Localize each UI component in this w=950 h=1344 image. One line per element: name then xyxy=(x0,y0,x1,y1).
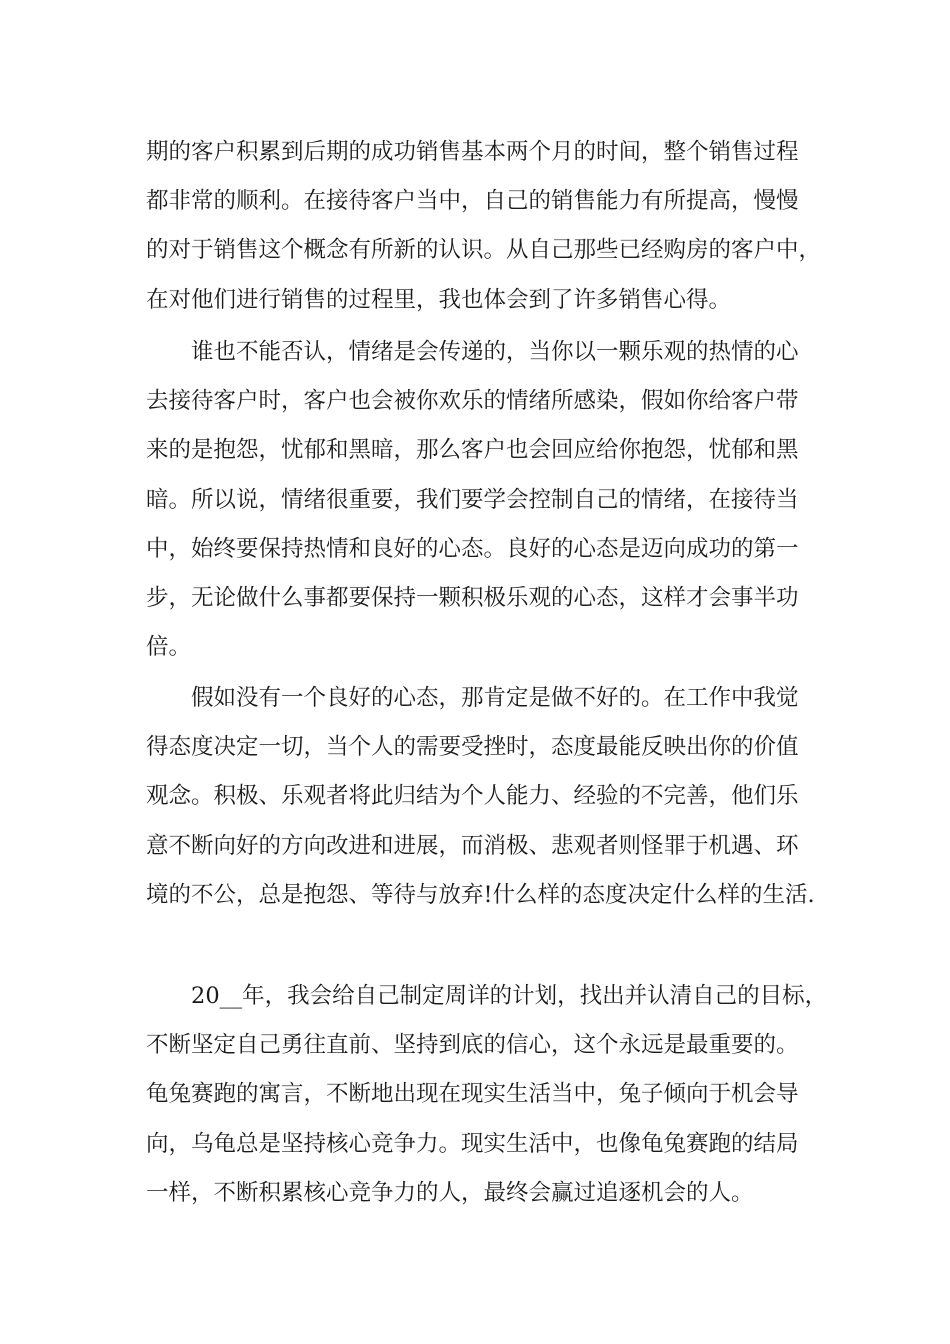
paragraph-line: 意不断向好的方向改进和进展，而消极、悲观者则怪罪于机遇、环 xyxy=(146,832,799,859)
paragraph-line: 中，始终要保持热情和良好的心态。良好的心态是迈向成功的第一 xyxy=(146,535,799,562)
paragraph-line: 倍。 xyxy=(146,634,192,661)
paragraph-line: 假如没有一个良好的心态，那肯定是做不好的。在工作中我觉 xyxy=(191,685,799,711)
paragraph-line: 得态度决定一切，当个人的需要受挫时，态度最能反映出你的价值 xyxy=(146,734,799,761)
paragraph-line: 不断坚定自己勇往直前、坚持到底的信心，这个永远是最重要的。 xyxy=(146,1032,799,1059)
paragraph-line: 的对于销售这个概念有所新的认识。从自己那些已经购房的客户中， xyxy=(146,237,822,264)
paragraph-line: 向，乌龟总是坚持核心竞争力。现实生活中，也像龟兔赛跑的结局 xyxy=(146,1130,799,1157)
paragraph-attitude xyxy=(146,674,836,920)
paragraph-emotions xyxy=(146,328,836,672)
paragraph-line: 境的不公，总是抱怨、等待与放弃!什么样的态度决定什么样的生活. xyxy=(146,881,815,908)
paragraph-line: 来的是抱怨，忧郁和黑暗，那么客户也会回应给你抱怨，忧郁和黑 xyxy=(146,437,799,464)
paragraph-line: 期的客户积累到后期的成功销售基本两个月的时间，整个销售过程 xyxy=(146,139,799,165)
paragraph-line: 去接待客户时，客户也会被你欢乐的情绪所感染，假如你给客户带 xyxy=(146,388,799,415)
paragraph-line: 步，无论做什么事都要保持一颗积极乐观的心态，这样才会事半功 xyxy=(146,584,799,611)
paragraph-line: 都非常的顺利。在接待客户当中，自己的销售能力有所提高，慢慢 xyxy=(146,188,799,215)
paragraph-line: 在对他们进行销售的过程里，我也体会到了许多销售心得。 xyxy=(146,286,732,313)
paragraph-line: 龟兔赛跑的寓言，不断地出现在现实生活当中，兔子倾向于机会导 xyxy=(146,1081,799,1108)
paragraph-sales-experience xyxy=(146,128,836,325)
paragraph-line: 观念。积极、乐观者将此归结为个人能力、经验的不完善，他们乐 xyxy=(146,783,799,810)
paragraph-line: 谁也不能否认，情绪是会传递的，当你以一颗乐观的热情的心 xyxy=(191,339,799,365)
paragraph-line: 暗。所以说，情绪很重要，我们要学会控制自己的情绪，在接待当 xyxy=(146,486,799,513)
paragraph-plan xyxy=(146,972,836,1218)
paragraph-line: 一样，不断积累核心竞争力的人，最终会赢过追逐机会的人。 xyxy=(146,1179,754,1206)
paragraph-line: 20__年，我会给自己制定周详的计划，找出并认清自己的目标， xyxy=(191,983,828,1009)
